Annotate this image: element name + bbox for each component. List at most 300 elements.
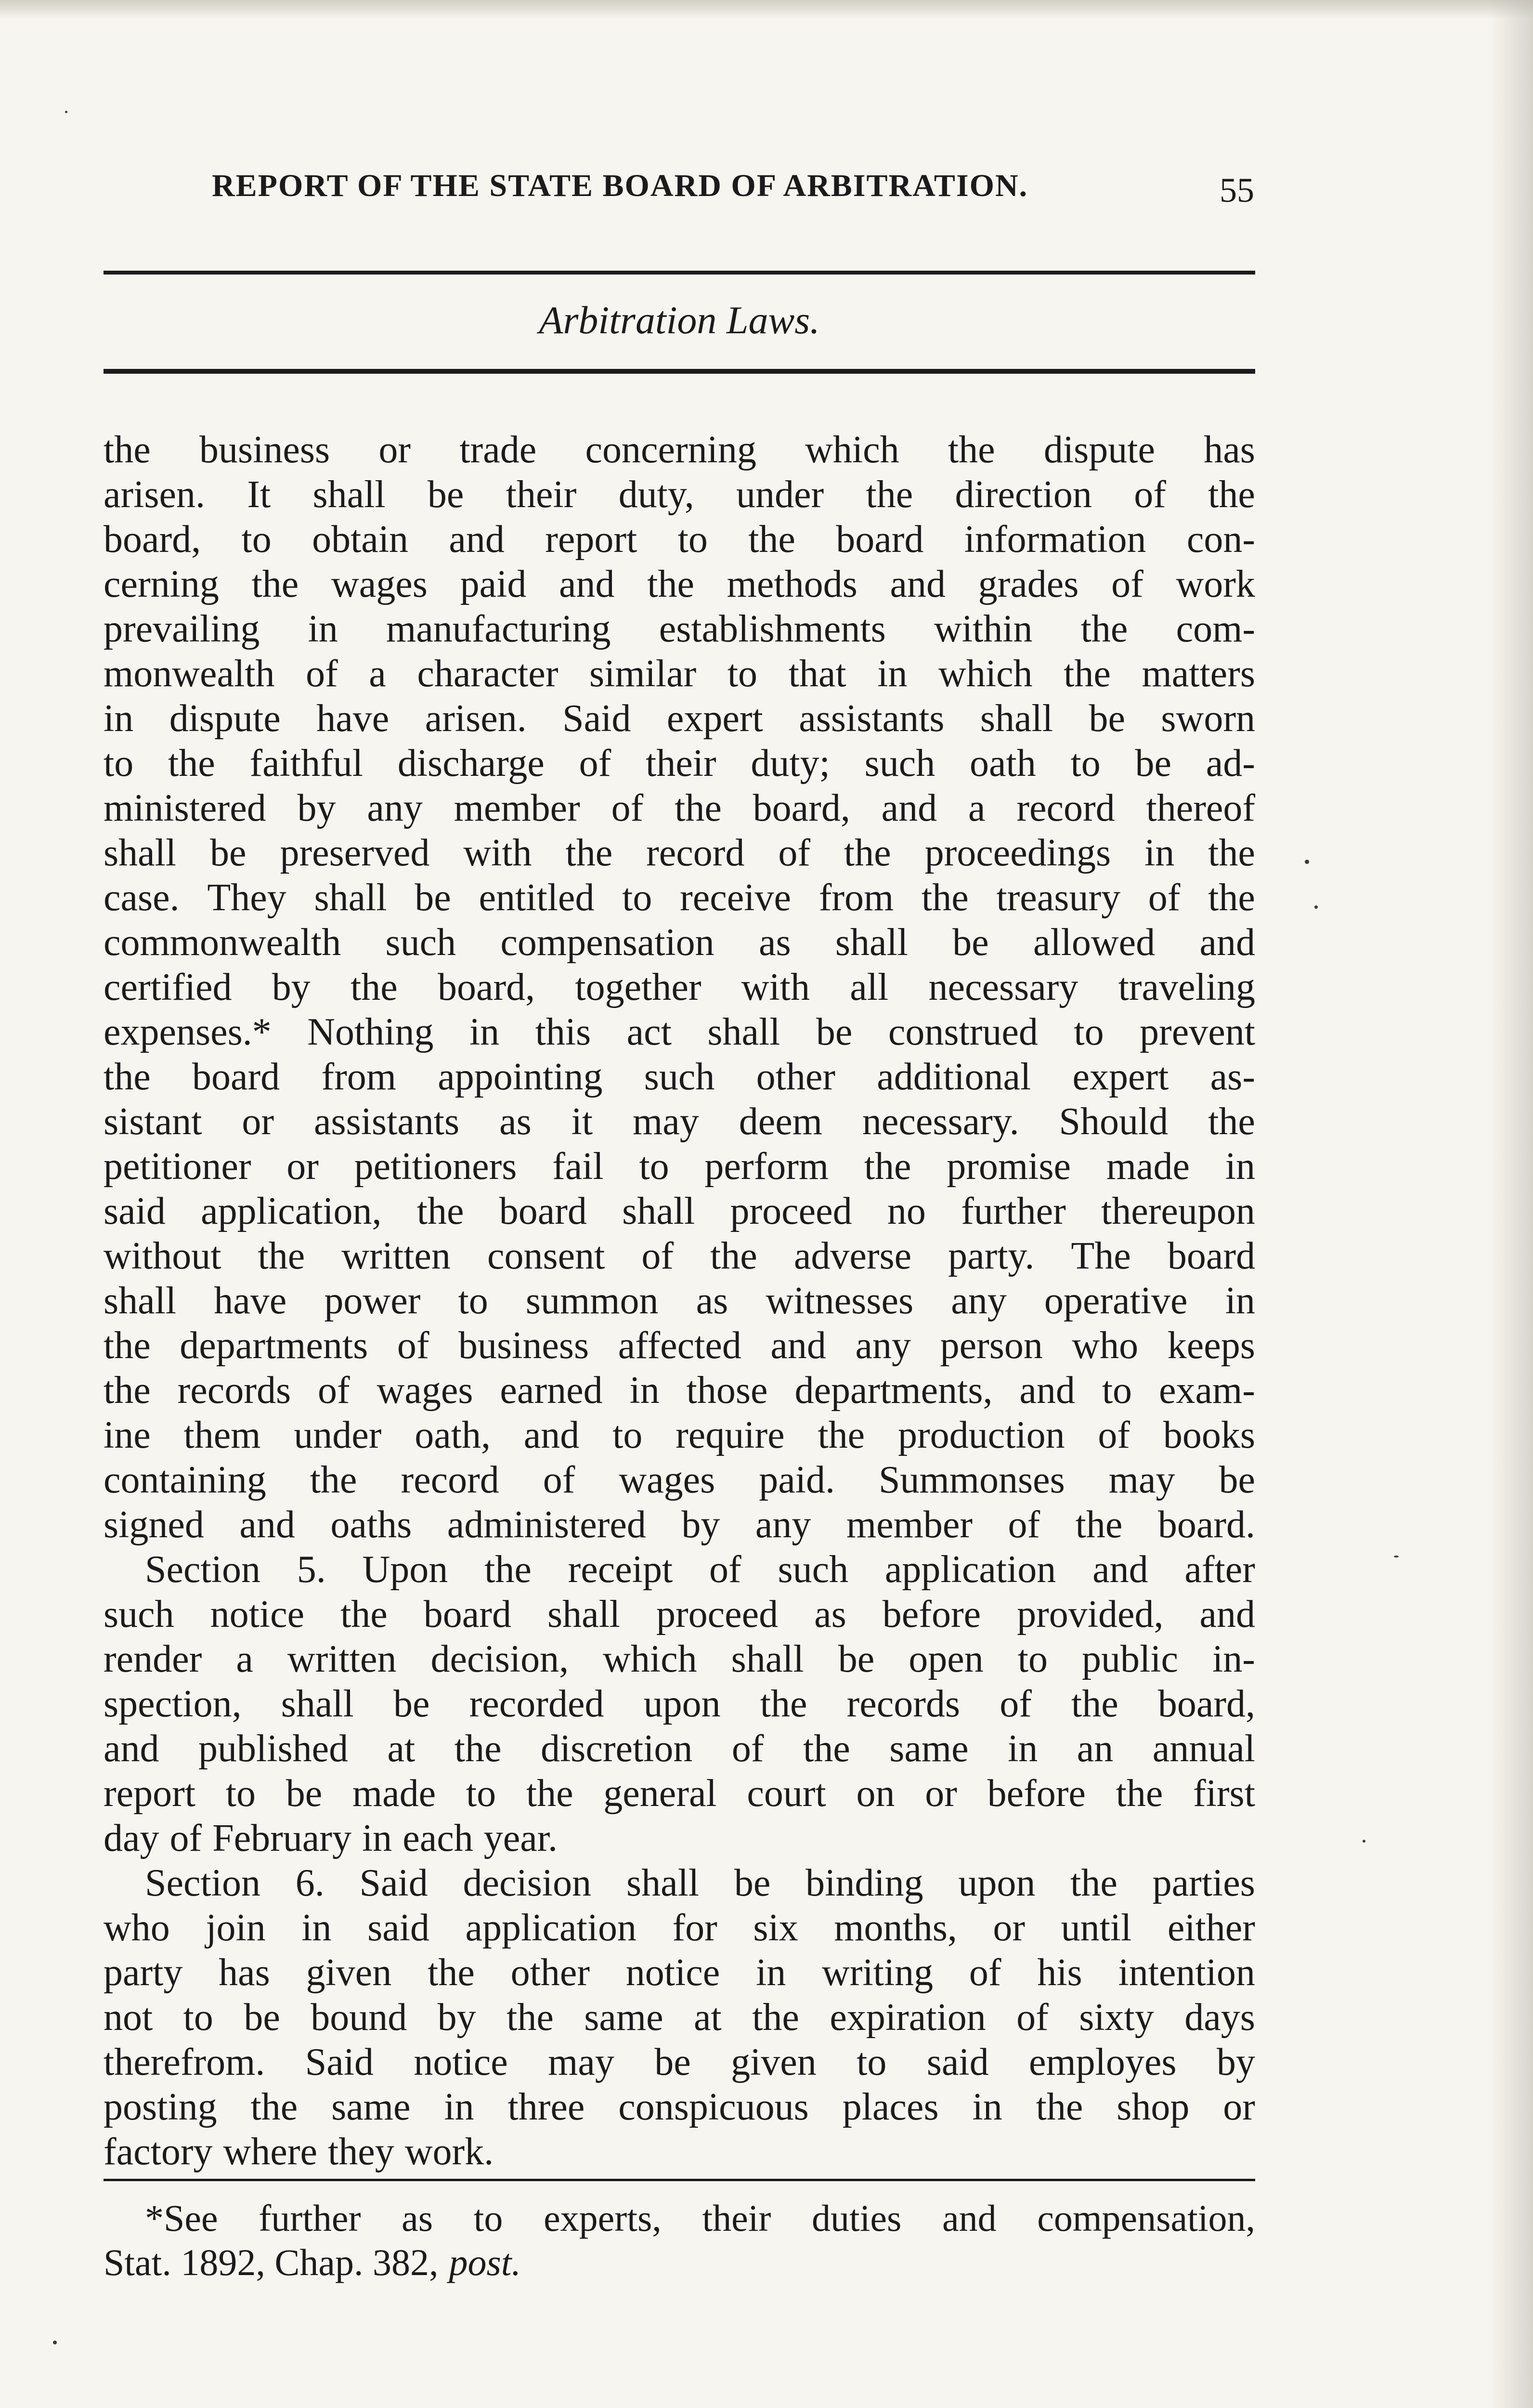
word: proceedings [924, 832, 1111, 874]
word: and [449, 518, 505, 561]
word: containing [104, 1459, 266, 1501]
text-line [104, 562, 1255, 607]
word: shall [104, 832, 177, 874]
word: as [758, 921, 791, 964]
word: from [818, 877, 894, 919]
word: board [836, 518, 924, 561]
text-line [104, 2085, 1255, 2130]
word: of [1134, 473, 1166, 516]
word: same [331, 2086, 411, 2128]
word: and [239, 1504, 295, 1546]
word: affected [618, 1324, 741, 1367]
text-line [104, 1279, 1255, 1323]
text-line [104, 1950, 1255, 1995]
text-line [104, 741, 1255, 786]
word: the [168, 742, 215, 785]
word: 6. [295, 1862, 325, 1904]
word: with [463, 832, 532, 874]
running-title: REPORT OF THE STATE BOARD OF ARBITRATION. [212, 168, 1028, 203]
word: faithful [249, 742, 363, 785]
word: in [972, 2086, 1002, 2128]
word: this [535, 1011, 591, 1053]
word: be [244, 1996, 280, 2039]
word: as- [1210, 1056, 1255, 1098]
word: before [882, 1593, 981, 1636]
word: notice [210, 1593, 305, 1636]
word: oath [969, 742, 1036, 785]
word: until [1061, 1907, 1132, 1949]
word: *See [145, 2197, 218, 2239]
word: places [842, 2086, 939, 2128]
word: ine [104, 1414, 151, 1456]
text-line [104, 1144, 1255, 1189]
word: may [633, 1100, 699, 1143]
word: direction [955, 473, 1092, 516]
word: or [378, 429, 411, 471]
word: sixty [1079, 1996, 1154, 2039]
word: their [702, 2197, 771, 2239]
word: shall [980, 697, 1053, 740]
word: an [1077, 1727, 1114, 1770]
word: experts, [544, 2197, 662, 2239]
word: Section [145, 1548, 260, 1591]
word: have [316, 697, 390, 740]
word: oaths [330, 1504, 412, 1546]
word: by [297, 787, 336, 829]
word: dispute [169, 697, 281, 740]
word: paid [460, 563, 527, 605]
word: in [301, 1907, 332, 1949]
word: thereupon [1101, 1190, 1255, 1232]
word: or [1223, 2086, 1255, 2128]
word: business [199, 429, 330, 471]
word: as [696, 1280, 728, 1322]
word: require [676, 1414, 785, 1456]
word: board, [104, 518, 201, 561]
word: Said [562, 697, 631, 740]
text-line [104, 831, 1255, 876]
word: who [104, 1907, 170, 1949]
word: in- [1212, 1638, 1255, 1680]
word: assistants [799, 697, 945, 740]
word: power [324, 1280, 421, 1322]
text-line [104, 786, 1255, 831]
word: such [385, 921, 456, 964]
word: Said [305, 2041, 374, 2083]
word: member [454, 787, 580, 829]
word: to [677, 518, 708, 561]
word: appointing [438, 1056, 603, 1098]
word: books [1163, 1414, 1255, 1456]
header-rule-bottom [104, 369, 1255, 374]
word: open [909, 1638, 984, 1680]
text-line [104, 1816, 1255, 1861]
word: the [1208, 1100, 1255, 1143]
footnote-line [104, 2240, 1255, 2285]
word: them [183, 1414, 261, 1456]
word: to [458, 1280, 488, 1322]
word: discharge [397, 742, 545, 785]
word: thereof [1146, 787, 1255, 829]
word: necessary. [862, 1100, 1019, 1143]
word: to [241, 518, 272, 561]
word: witnesses [766, 1280, 914, 1322]
word: without [104, 1235, 221, 1277]
word: shall [314, 877, 387, 919]
word: no [887, 1190, 926, 1232]
word: in [1225, 1145, 1255, 1188]
word: the [258, 1235, 305, 1277]
word: record [401, 1459, 499, 1501]
word: application [884, 1548, 1056, 1591]
footnote-citation: Stat. 1892, Chap. 382, [104, 2241, 439, 2283]
text-line [104, 1010, 1255, 1055]
word: any [951, 1280, 1007, 1322]
word: the [310, 1459, 357, 1501]
word: receipt [568, 1548, 673, 1591]
word: the [864, 1145, 911, 1188]
word: the [251, 563, 299, 605]
word: such [864, 742, 935, 785]
word: to [1074, 1011, 1104, 1053]
word: the [350, 966, 398, 1008]
word: said [104, 1190, 166, 1232]
text-line [104, 965, 1255, 1010]
text-line [104, 472, 1255, 517]
word: and [890, 563, 946, 605]
scan-shadow-top [0, 0, 1533, 19]
word: to [466, 1772, 496, 1815]
word: production [897, 1414, 1065, 1456]
word: board. [1157, 1504, 1255, 1546]
text-line [104, 1592, 1255, 1637]
word: work. [404, 2131, 494, 2173]
word: in [1144, 832, 1175, 874]
word: the [921, 877, 969, 919]
scan-speck [65, 111, 67, 113]
word: which [938, 653, 1033, 695]
word: Section [145, 1862, 260, 1904]
word: the [1116, 1772, 1163, 1815]
word: to [183, 1996, 213, 2039]
word: year. [483, 1817, 558, 1859]
text-line [104, 2040, 1255, 2085]
word: expiration [830, 1996, 986, 2039]
word: be [427, 473, 464, 516]
word: application, [201, 1190, 382, 1232]
word: duty; [751, 742, 830, 785]
word: receive [680, 877, 792, 919]
word: such [644, 1056, 715, 1098]
word: consent [487, 1235, 605, 1277]
word: general [603, 1772, 717, 1815]
running-header [104, 168, 1254, 211]
word: of [1016, 1996, 1049, 2039]
word: factory [104, 2131, 213, 2173]
word: expert [666, 697, 763, 740]
word: the [454, 1727, 502, 1770]
word: that [788, 653, 846, 695]
word: and [559, 563, 615, 605]
word: other [756, 1056, 836, 1098]
word: any [855, 1324, 911, 1367]
footnote-line [104, 2196, 1255, 2240]
word: has [1204, 429, 1255, 471]
word: the [507, 1996, 554, 2039]
word: under [736, 473, 824, 516]
word: and [881, 787, 937, 829]
word: conspicuous [618, 2086, 809, 2128]
word: report [545, 518, 637, 561]
word: petitioner [104, 1145, 251, 1188]
word: employes [1028, 2041, 1177, 2083]
word: adverse [793, 1235, 912, 1277]
word: the [710, 1235, 757, 1277]
word: fail [552, 1145, 604, 1188]
word: departments, [794, 1369, 993, 1412]
text-line [104, 1861, 1255, 1906]
word: report [104, 1772, 196, 1815]
word: traveling [1118, 966, 1255, 1008]
word: expenses.* [104, 1011, 272, 1053]
word: shall [622, 1190, 695, 1232]
word: exam- [1158, 1369, 1255, 1412]
word: decision [463, 1862, 592, 1904]
word: to [612, 1414, 643, 1456]
word: ad- [1206, 742, 1255, 785]
word: a [369, 653, 386, 695]
word: not [104, 1996, 153, 2039]
word: the [1064, 653, 1111, 695]
word: the [1208, 877, 1255, 919]
word: notice [414, 2041, 508, 2083]
word: the [752, 1996, 799, 2039]
word: may [548, 2041, 614, 2083]
word: information [964, 518, 1146, 561]
word: intention [1118, 1951, 1255, 1994]
word: to [473, 2197, 503, 2239]
word: the [428, 1951, 475, 1994]
word: summon [525, 1280, 659, 1322]
word: construed [888, 1011, 1038, 1053]
word: first [1193, 1772, 1255, 1815]
word: person [940, 1324, 1043, 1367]
word: a [236, 1638, 253, 1680]
word: which [805, 429, 899, 471]
word: to [1070, 742, 1101, 785]
word: same [584, 1996, 663, 2039]
word: record [1016, 787, 1115, 829]
text-line [104, 1099, 1255, 1144]
word: months, [834, 1907, 957, 1949]
word: preserved [280, 832, 430, 874]
word: necessary [928, 966, 1078, 1008]
word: to [225, 1772, 256, 1815]
word: the [1075, 1504, 1123, 1546]
word: shall [731, 1638, 804, 1680]
word: their [506, 473, 577, 516]
word: who [1072, 1324, 1139, 1367]
word: have [214, 1280, 287, 1322]
word: further [259, 2197, 361, 2239]
word: It [247, 473, 271, 516]
word: and [942, 2197, 997, 2239]
word: additional [877, 1056, 1031, 1098]
word: obtain [312, 518, 409, 561]
word: the [104, 1324, 151, 1367]
word: Nothing [307, 1011, 434, 1053]
word: annual [1152, 1727, 1255, 1770]
word: board, [437, 966, 535, 1008]
word: the [760, 1683, 807, 1725]
word: be [1219, 1459, 1255, 1501]
text-line [104, 876, 1255, 920]
word: business [458, 1324, 589, 1367]
word: February [212, 1817, 351, 1859]
word: in [1225, 1280, 1255, 1322]
word: the [675, 787, 722, 829]
word: from [321, 1056, 396, 1098]
word: has [219, 1951, 270, 1994]
word: of [611, 787, 644, 829]
word: party. [948, 1235, 1035, 1277]
word: in [444, 2086, 474, 2128]
word: keeps [1167, 1324, 1255, 1367]
word: discretion [540, 1727, 693, 1770]
word: public [1082, 1638, 1179, 1680]
word: ministered [104, 787, 266, 829]
word: deem [739, 1100, 822, 1143]
word: and [104, 1727, 159, 1770]
word: the [416, 1190, 464, 1232]
word: of [579, 742, 611, 785]
word: manufacturing [386, 608, 611, 650]
word: spection, [104, 1683, 242, 1725]
word: a [968, 787, 986, 829]
word: all [850, 966, 889, 1008]
word: made [352, 1772, 436, 1815]
word: to [104, 742, 134, 785]
word: matters [1142, 653, 1255, 695]
word: six [753, 1907, 798, 1949]
scan-speck [1363, 1840, 1365, 1843]
word: shall [312, 473, 386, 516]
text-line [104, 1906, 1255, 1950]
text-line [104, 1771, 1255, 1816]
word: court [747, 1772, 826, 1815]
word: administered [447, 1504, 646, 1546]
footnote-citation-italic: post. [449, 2241, 521, 2283]
word: written [287, 1638, 397, 1680]
word: compensation [500, 921, 715, 964]
word: promise [947, 1145, 1071, 1188]
word: Summonses [879, 1459, 1065, 1501]
word: board [499, 1190, 587, 1232]
word: earned [500, 1369, 603, 1412]
word: application [465, 1907, 637, 1949]
word: render [104, 1638, 202, 1680]
word: shall [707, 1011, 780, 1053]
text-line [104, 920, 1255, 965]
word: the [803, 1727, 850, 1770]
word: of [318, 1369, 350, 1412]
word: where [223, 2131, 317, 2173]
word: signed [104, 1504, 204, 1546]
word: any [755, 1504, 811, 1546]
word: be [838, 1638, 875, 1680]
word: con- [1186, 518, 1255, 561]
word: on [856, 1772, 895, 1815]
word: before [987, 1772, 1086, 1815]
word: of [1008, 1504, 1040, 1546]
word: made [1106, 1145, 1190, 1188]
word: at [694, 1996, 722, 2039]
word: under [294, 1414, 382, 1456]
word: the [844, 832, 891, 874]
word: Should [1059, 1100, 1169, 1143]
word: or [242, 1100, 274, 1143]
word: member [846, 1504, 973, 1546]
word: com- [1176, 608, 1255, 650]
word: at [387, 1727, 416, 1770]
word: arisen. [104, 473, 206, 516]
word: be [1089, 697, 1125, 740]
word: proceed [730, 1190, 852, 1232]
word: wages [377, 1369, 473, 1412]
word: arisen. [425, 697, 527, 740]
word: be [210, 832, 247, 874]
text-line [104, 1503, 1255, 1547]
text-line [104, 1413, 1255, 1458]
text-line [104, 1547, 1255, 1592]
word: of [169, 1817, 202, 1859]
word: of [397, 1324, 429, 1367]
word: shall [104, 1280, 177, 1322]
word: proceed [656, 1593, 779, 1636]
word: work [1176, 563, 1255, 605]
word: parties [1152, 1862, 1255, 1904]
word: for [672, 1907, 717, 1949]
word: by [437, 1996, 476, 2039]
text-line [104, 1055, 1255, 1099]
word: given [306, 1951, 392, 1994]
word: certified [104, 966, 232, 1008]
word: methods [727, 563, 857, 605]
word: the [866, 473, 913, 516]
word: be [286, 1772, 323, 1815]
word: be [952, 921, 989, 964]
word: the [565, 832, 613, 874]
word: similar [589, 653, 697, 695]
word: the [1208, 473, 1255, 516]
word: of [306, 653, 338, 695]
footnote [104, 2196, 1255, 2285]
word: said [926, 2041, 989, 2083]
word: and [1092, 1548, 1148, 1591]
word: to [622, 877, 652, 919]
word: the [1208, 832, 1255, 874]
word: three [507, 2086, 585, 2128]
text-line [104, 1637, 1255, 1682]
word: of [778, 832, 810, 874]
word: be [393, 1683, 430, 1725]
word: after [1184, 1548, 1255, 1591]
word: of [1000, 1683, 1032, 1725]
word: decision, [430, 1638, 569, 1680]
word: sworn [1161, 697, 1255, 740]
word: be [1135, 742, 1171, 785]
word: Said [359, 1862, 428, 1904]
